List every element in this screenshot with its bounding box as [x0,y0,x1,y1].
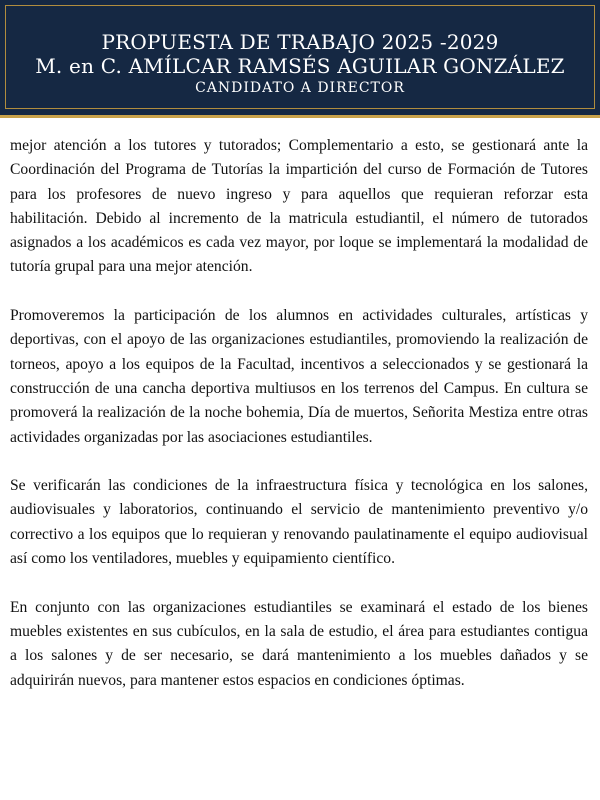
paragraph-furniture: En conjunto con las organizaciones estudiantiles se examinará el estado de los bienes muebles existentes en sus cubículos, en la sala de estudio, el área para estudiantes contigua a los salones y de ser necesario, se dará mantenimiento a los muebles dañados y se adquirirán nuevos, para mantener estos espacios en condiciones óptimas. [10,598,588,689]
candidate-name: M. en C. AMÍLCAR RAMSÉS AGUILAR GONZÁLEZ [35,54,565,78]
paragraph-activities: Promoveremos la participación de los alumnos en actividades culturales, artísticas y deportivas, con el apoyo de las organizaciones estudiantiles, promoviendo la realización de torneos, apoyo a los equipos de la Facultad, incentivos a seleccionados y se gestionará la construcción de una cancha deportiva multiusos en los terrenos del Campus. En cultura se promoverá la realización de la noche bohemia, Día de muertos, Señorita Mestiza entre otras actividades organizadas por las asociaciones estudiantiles. [10,307,588,446]
header-banner [0,0,600,118]
paragraph-infrastructure: Se verificarán las condiciones de la infraestructura física y tecnológica en los salones, audiovisuales y laboratorios, continuando el servicio de mantenimiento preventivo y/o correctivo a los equipos que lo requieran y renovando paulatinamente el equipo audiovisual así como los ventiladores, muebles y equipamiento científico. [10,477,588,568]
document-body [10,134,588,717]
candidate-role: CANDIDATO A DIRECTOR [195,80,405,96]
paragraph-tutoring: mejor atención a los tutores y tutorados; Complementario a esto, se gestionará ante la Coordinación del Programa de Tutorías la impartición del curso de Formación de Tutores para los profesores de nuevo ingreso y para aquellos que requieran reforzar esta habilitación. Debido al incremento de la matricula estudiantil, el número de tutorados asignados a los académicos es cada vez mayor, por loque se implementará la modalidad de tutoría grupal para una mejor atención. [10,137,588,276]
proposal-title: PROPUESTA DE TRABAJO 2025 -2029 [101,30,499,54]
